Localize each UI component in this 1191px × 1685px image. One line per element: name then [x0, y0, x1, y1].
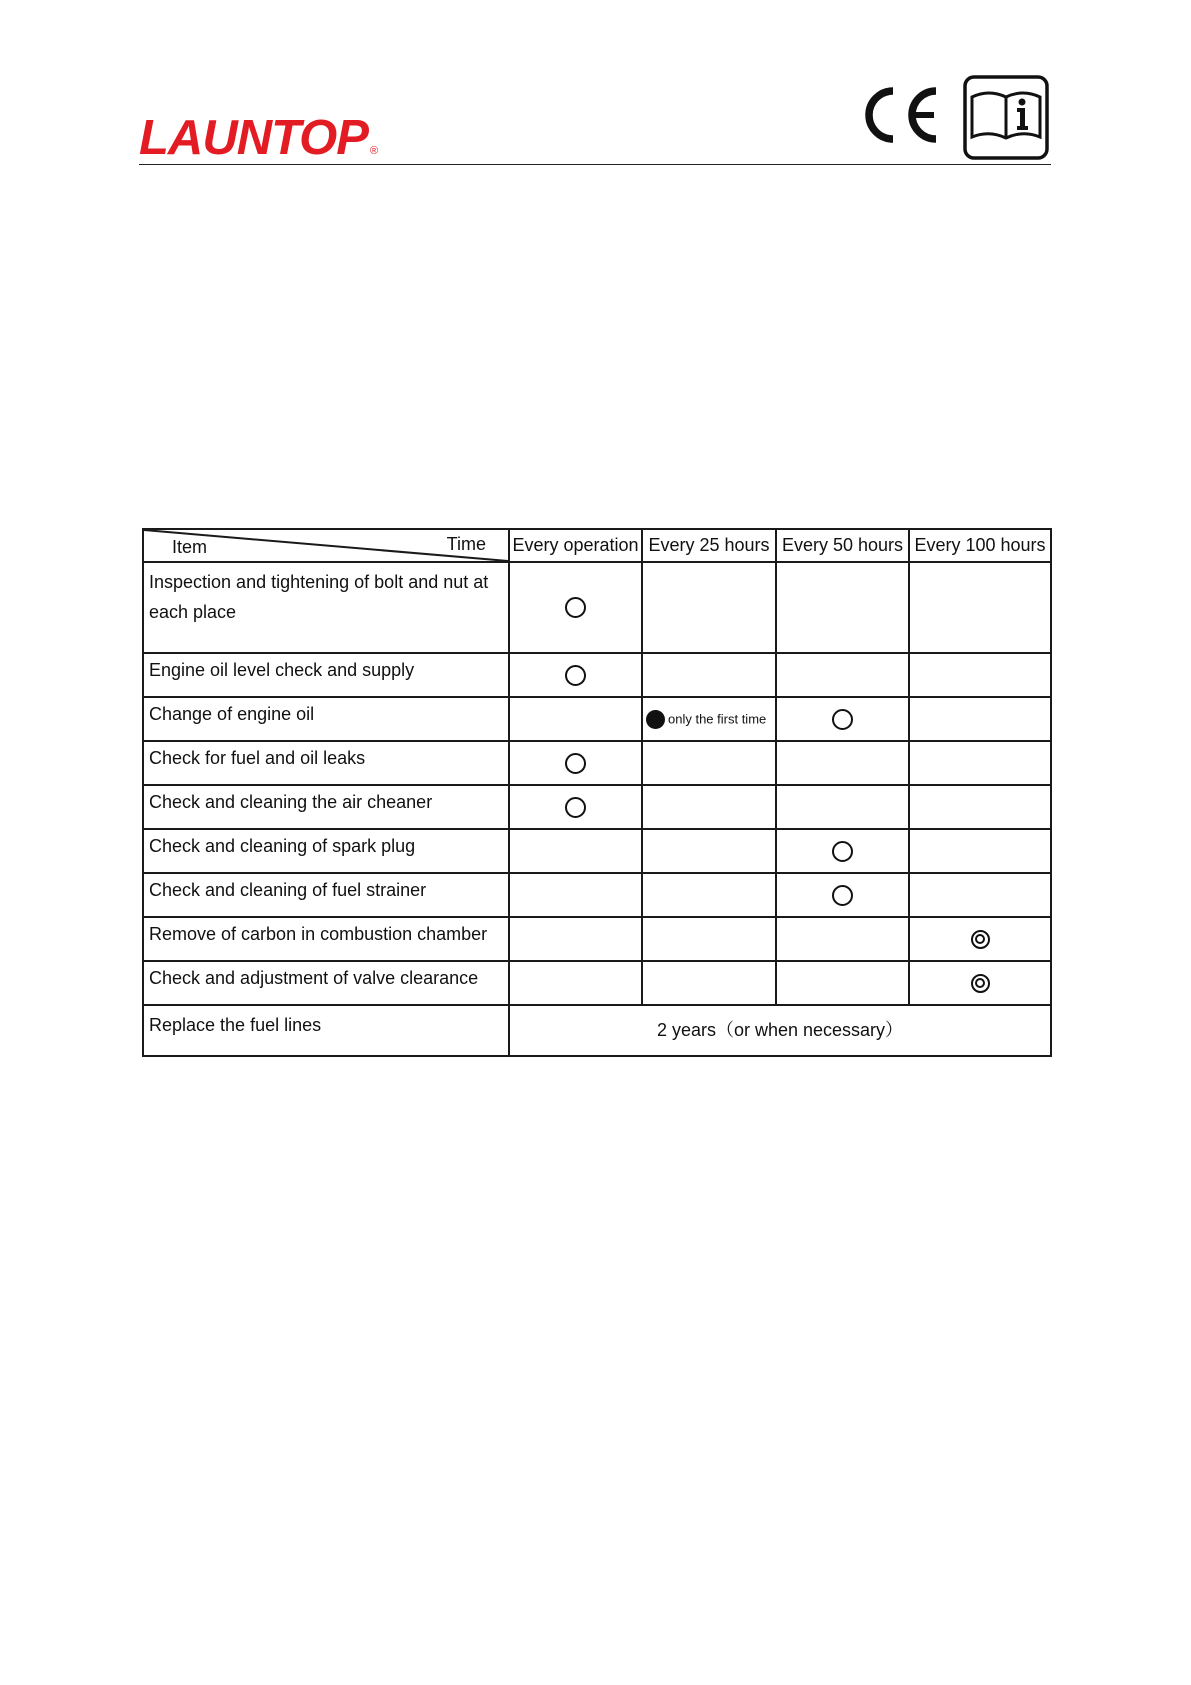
- mark-cell: [509, 697, 642, 741]
- mark-cell: [509, 961, 642, 1005]
- mark-cell: [642, 697, 776, 741]
- circle-filled-icon: [646, 710, 665, 729]
- item-cell: Check for fuel and oil leaks: [143, 741, 509, 785]
- circle-open-icon: [565, 665, 586, 686]
- column-header: Every 100 hours: [909, 529, 1051, 562]
- registered-mark: ®: [369, 145, 378, 157]
- table-row: [143, 917, 1051, 961]
- mark-cell: [909, 697, 1051, 741]
- table-header-row: [143, 529, 1051, 562]
- circle-open-icon: [565, 753, 586, 774]
- circle-open-icon: [832, 841, 853, 862]
- item-label-line: Inspection and tightening of bolt and nut at: [149, 572, 489, 592]
- ce-mark-icon: [860, 85, 940, 145]
- mark-cell: [642, 873, 776, 917]
- corner-item-label: Item: [172, 537, 208, 558]
- table-row: [143, 873, 1051, 917]
- mark-cell: [509, 562, 642, 653]
- corner-time-label: Time: [446, 534, 486, 554]
- table-row: [143, 562, 1051, 653]
- page-header: [139, 70, 1051, 165]
- mark-cell: [909, 961, 1051, 1005]
- circle-double-icon: [971, 974, 990, 993]
- mark-cell: [642, 961, 776, 1005]
- mark-cell: [642, 653, 776, 697]
- mark-cell: [909, 829, 1051, 873]
- mark-cell: [642, 562, 776, 653]
- table-row: [143, 653, 1051, 697]
- mark-cell: [776, 873, 909, 917]
- item-cell: Replace the fuel lines: [143, 1005, 509, 1056]
- mark-cell: [642, 785, 776, 829]
- column-header: Every 25 hours: [642, 529, 776, 562]
- column-header: Every operation: [509, 529, 642, 562]
- item-cell: Check and cleaning of fuel strainer: [143, 873, 509, 917]
- circle-open-icon: [832, 885, 853, 906]
- item-cell: Engine oil level check and supply: [143, 653, 509, 697]
- mark-cell: [776, 785, 909, 829]
- interval-span-cell: 2 years（or when necessary）: [509, 1005, 1051, 1056]
- table-row: [143, 829, 1051, 873]
- item-cell: Change of engine oil: [143, 697, 509, 741]
- mark-cell: [776, 653, 909, 697]
- table-row: [143, 961, 1051, 1005]
- mark-cell: [909, 562, 1051, 653]
- mark-cell: [909, 653, 1051, 697]
- circle-open-icon: [565, 597, 586, 618]
- maintenance-schedule-table: [142, 528, 1052, 1057]
- mark-cell: [776, 917, 909, 961]
- mark-cell: [509, 873, 642, 917]
- item-cell: Check and adjustment of valve clearance: [143, 961, 509, 1005]
- mark-cell: [642, 829, 776, 873]
- table-row: [143, 785, 1051, 829]
- item-cell: Check and cleaning the air cheaner: [143, 785, 509, 829]
- mark-cell: [776, 961, 909, 1005]
- column-header: Every 50 hours: [776, 529, 909, 562]
- item-cell: [143, 562, 509, 653]
- table-row: [143, 697, 1051, 741]
- mark-cell: [776, 697, 909, 741]
- mark-cell: [776, 741, 909, 785]
- mark-cell: [509, 917, 642, 961]
- circle-open-icon: [565, 797, 586, 818]
- brand-name: LAUNTOP: [139, 111, 368, 165]
- item-cell: Check and cleaning of spark plug: [143, 829, 509, 873]
- mark-cell: [642, 917, 776, 961]
- mark-cell: [509, 829, 642, 873]
- table-row: [143, 741, 1051, 785]
- circle-open-icon: [832, 709, 853, 730]
- mark-cell: [509, 653, 642, 697]
- mark-cell: [776, 829, 909, 873]
- read-manual-info-icon: [963, 75, 1049, 160]
- mark-cell: [509, 785, 642, 829]
- circle-double-icon: [971, 930, 990, 949]
- mark-cell: [909, 741, 1051, 785]
- corner-header-cell: [143, 529, 509, 562]
- item-cell: Remove of carbon in combustion chamber: [143, 917, 509, 961]
- mark-cell: [909, 873, 1051, 917]
- mark-cell: [909, 917, 1051, 961]
- table-row: [143, 1005, 1051, 1056]
- first-time-note: only the first time: [668, 711, 767, 727]
- mark-cell: [642, 741, 776, 785]
- mark-cell: [909, 785, 1051, 829]
- brand-logo: [139, 111, 378, 165]
- mark-cell: [776, 562, 909, 653]
- mark-cell: [509, 741, 642, 785]
- item-label-line: each place: [149, 602, 237, 622]
